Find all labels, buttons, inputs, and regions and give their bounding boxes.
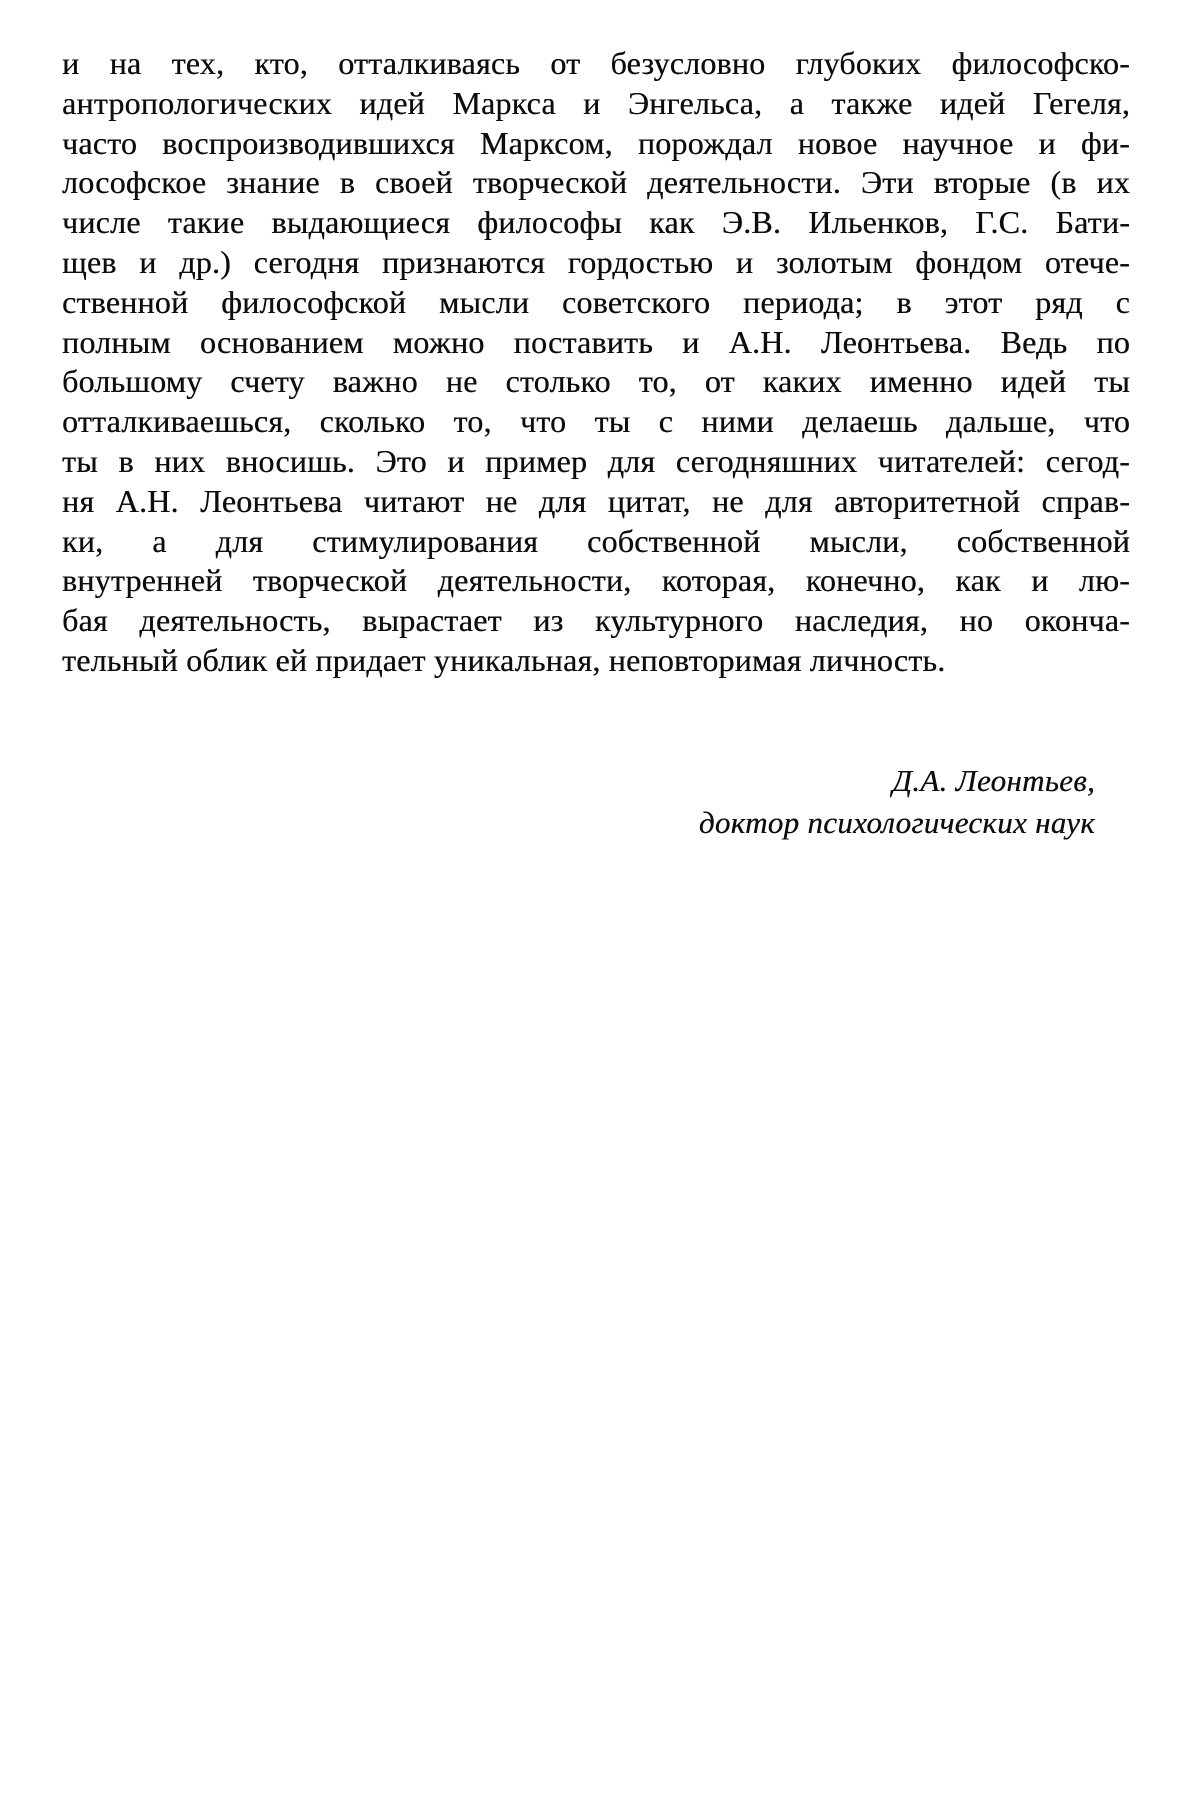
paragraph-line: лософское знание в своей творческой деятельности. Эти вторые (в их <box>62 164 1130 201</box>
paragraph-line: внутренней творческой деятельности, которая, конечно, как и лю- <box>62 562 1130 599</box>
paragraph-line: бая деятельность, вырастает из культурного наследия, но оконча- <box>62 602 1130 639</box>
paragraph <box>62 44 1130 681</box>
paragraph-line: ня А.Н. Леонтьева читают не для цитат, не для авторитетной справ- <box>62 482 1130 519</box>
paragraph-line: полным основанием можно поставить и А.Н. Леонтьева. Ведь по <box>62 323 1130 360</box>
signature-name: Д.А. Леонтьев, <box>892 763 1095 798</box>
paragraph-line: отталкиваешься, сколько то, что ты с ними делаешь дальше, что <box>62 403 1130 440</box>
paragraph-line: ки, а для стимулирования собственной мысли, собственной <box>62 522 1130 559</box>
paragraph-line: тельный облик ей придает уникальная, неповторимая личность. <box>62 641 946 678</box>
paragraph-line: числе такие выдающиеся философы как Э.В. Ильенков, Г.С. Бати- <box>62 204 1130 241</box>
paragraph-line: ты в них вносишь. Это и пример для сегодняшних читателей: сегод- <box>62 442 1130 479</box>
paragraph-line: большому счету важно не столько то, от каких именно идей ты <box>62 363 1130 400</box>
signature-block <box>699 760 1095 844</box>
paragraph-line: антропологических идей Маркса и Энгельса, а также идей Гегеля, <box>62 84 1130 121</box>
paragraph-line: щев и др.) сегодня признаются гордостью и золотым фондом отече- <box>62 243 1130 280</box>
paragraph-line: и на тех, кто, отталкиваясь от безусловно глубоких философско- <box>62 45 1130 81</box>
paragraph-line: часто воспроизводившихся Марксом, порождал новое научное и фи- <box>62 124 1130 161</box>
paragraph-line: ственной философской мысли советского периода; в этот ряд с <box>62 283 1130 320</box>
signature-degree: доктор психологических наук <box>698 805 1095 840</box>
